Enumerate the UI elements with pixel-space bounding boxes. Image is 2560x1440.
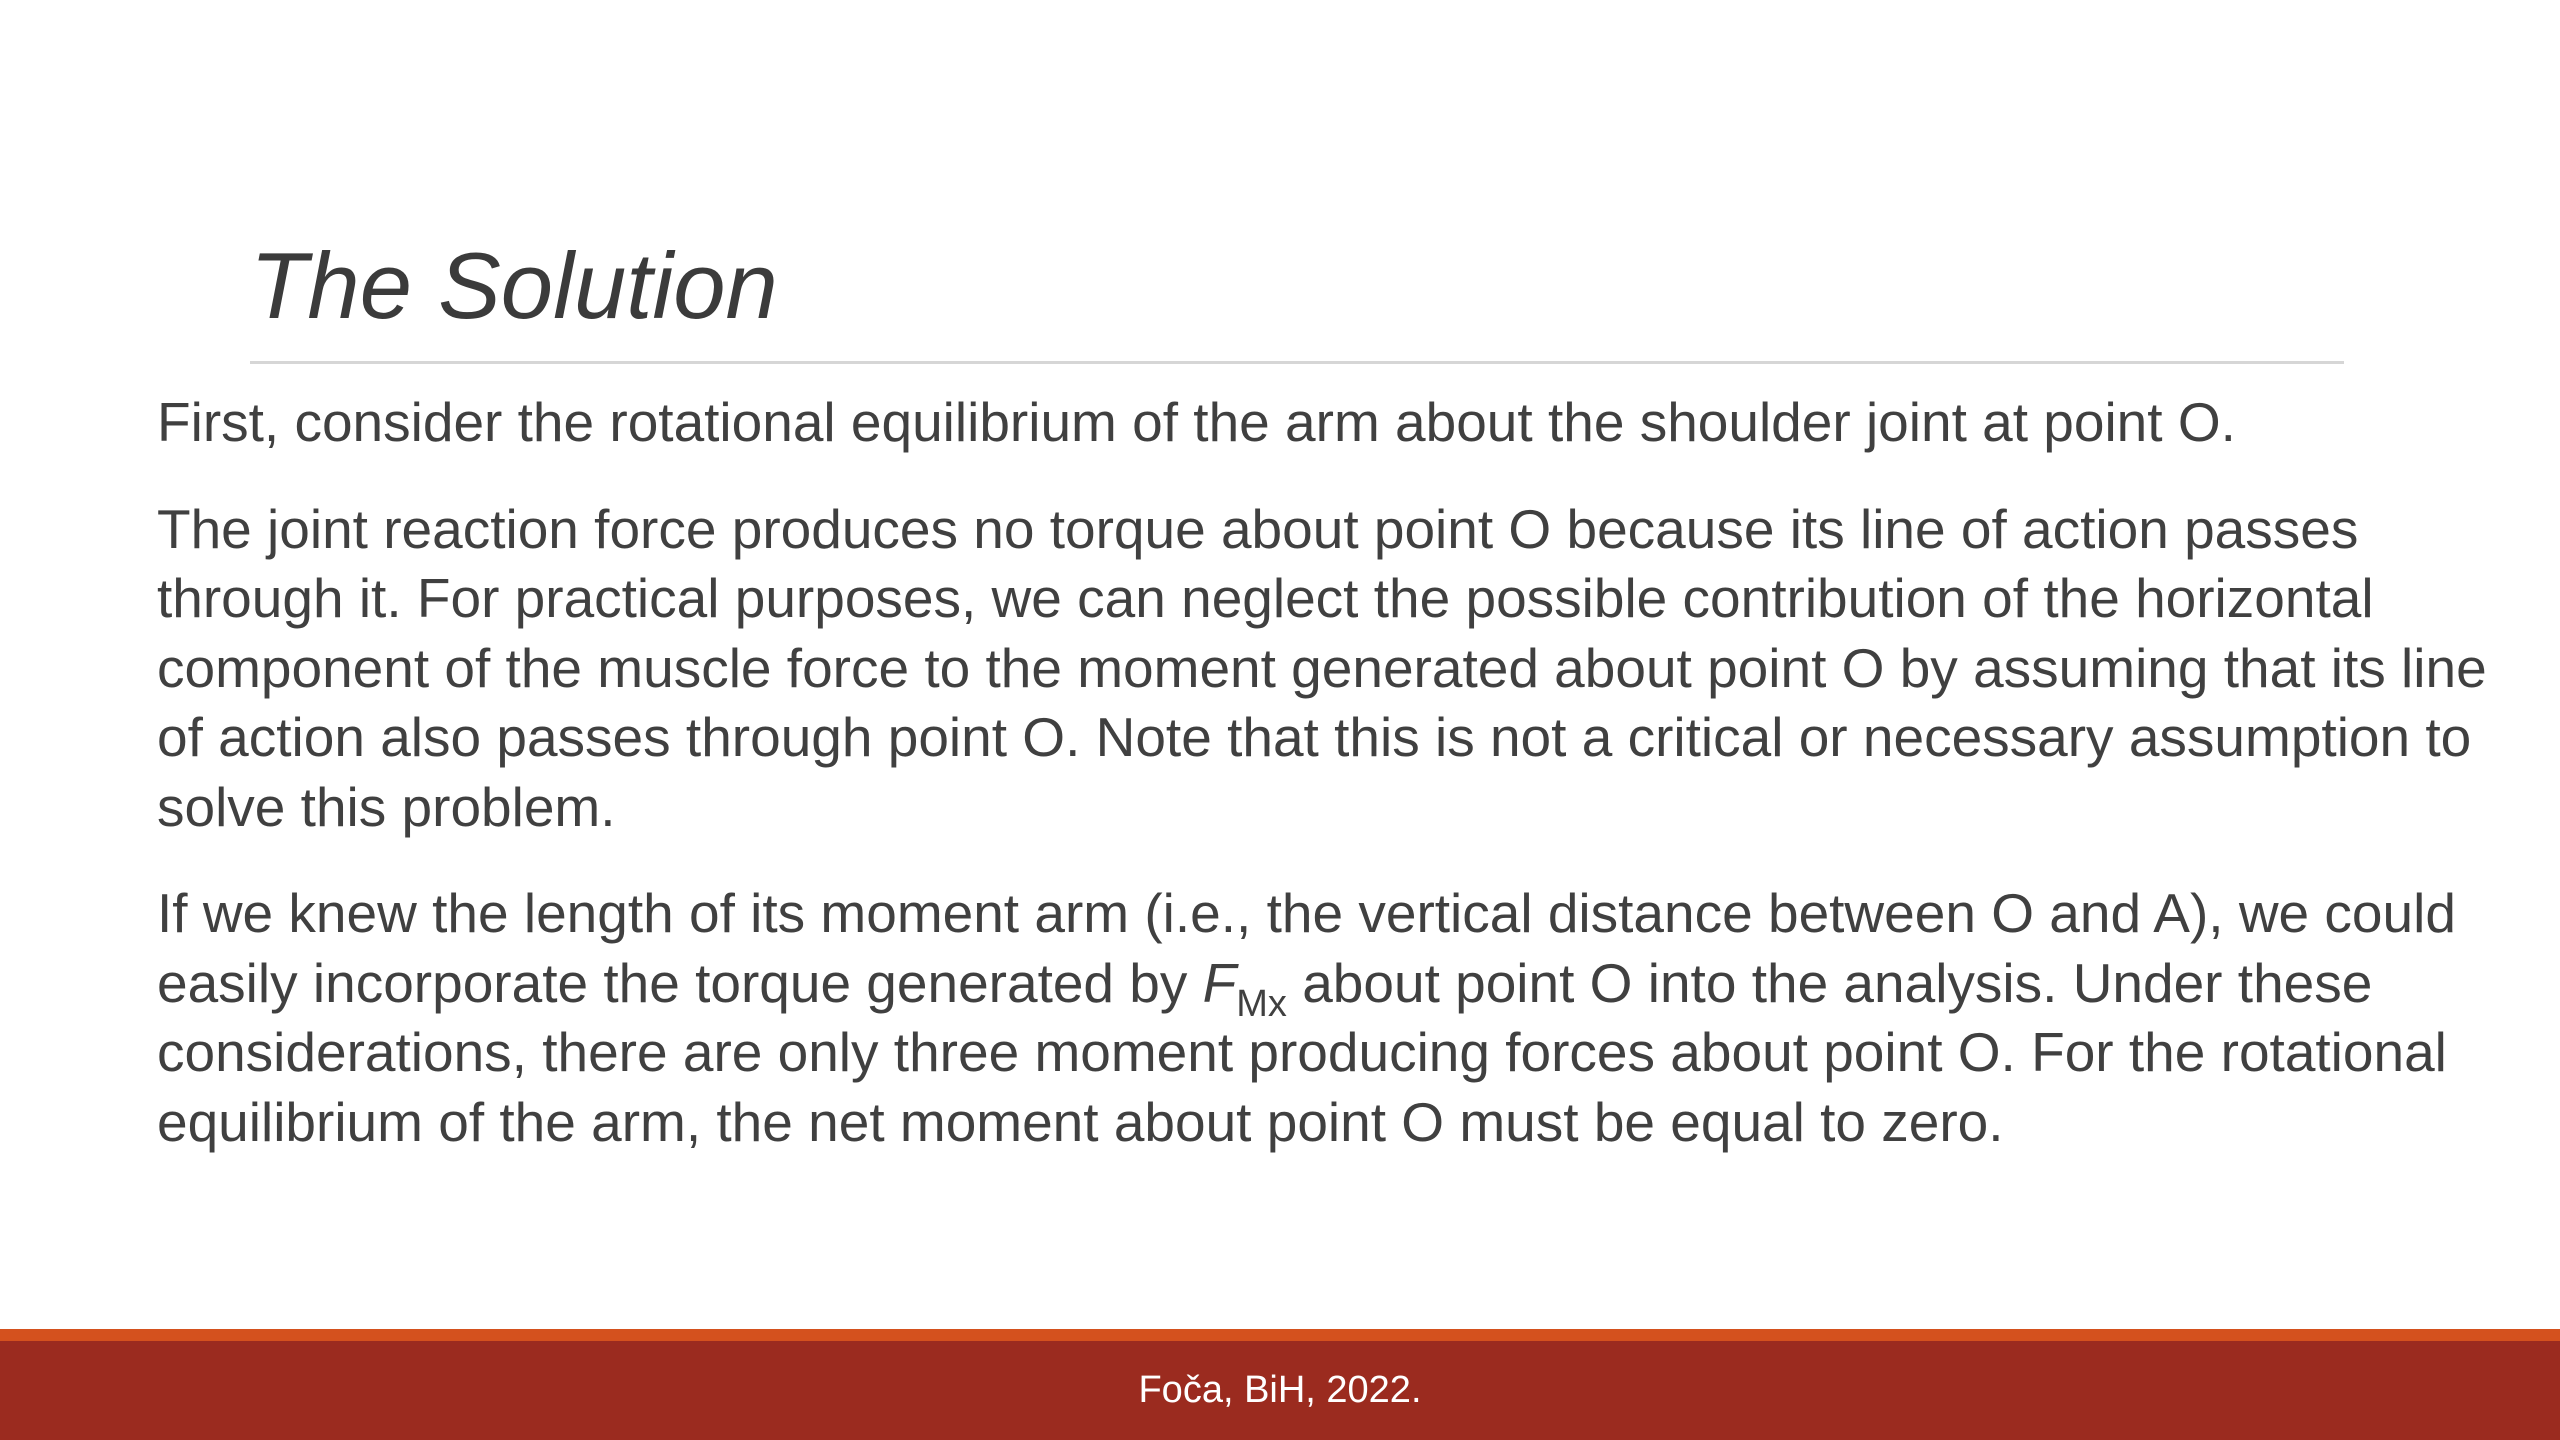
paragraph-1: First, consider the rotational equilibrium of the arm about the shoulder joint at point O. bbox=[157, 391, 2236, 453]
footer-text: Foča, BiH, 2022. bbox=[1138, 1369, 1422, 1411]
force-variable: F bbox=[1202, 951, 1237, 1014]
footer-accent-stripe bbox=[0, 1329, 2560, 1341]
slide-title: The Solution bbox=[250, 233, 778, 338]
paragraph-2: The joint reaction force produces no torque about point O because its line of action passes through it. For practical purposes, we can neglect the possible contribution of the horizontal component of the muscle force to the moment generated about point O by assuming that its line of action also passes through point O. Note that this is not a critical or necessary assumption to solve this problem. bbox=[157, 497, 2487, 838]
paragraph-3-text-after: about point O into the analysis. Under these considerations, there are only three moment producing forces about point O. For the rotational equilibrium of the arm, the net moment about point O must be equal to zero. bbox=[157, 951, 2447, 1153]
force-subscript: Mx bbox=[1236, 982, 1287, 1025]
paragraph-3 bbox=[157, 879, 2547, 1157]
title-divider bbox=[250, 361, 2344, 364]
paragraph-3-text-before: If we knew the length of its moment arm (i.e., the vertical distance between O and A), we could easily incorporate the torque generated by bbox=[157, 882, 2456, 1014]
slide-body bbox=[157, 388, 2547, 1194]
